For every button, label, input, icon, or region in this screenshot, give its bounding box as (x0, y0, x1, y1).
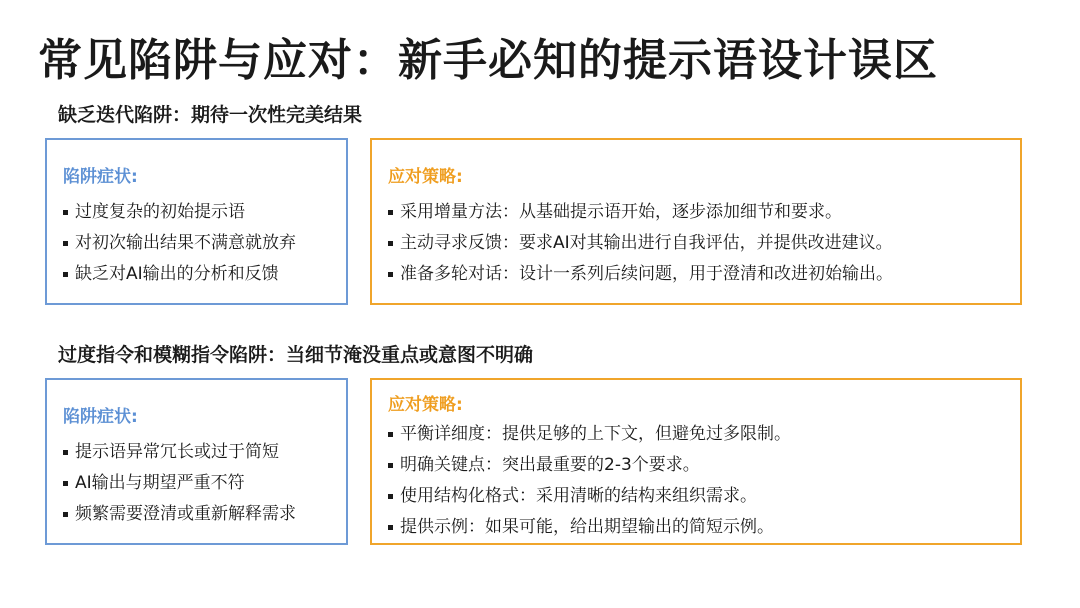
bullet-icon (63, 241, 68, 246)
symptoms-box-instruction (45, 378, 348, 545)
symptoms-box-iteration (45, 138, 348, 305)
symptoms-list (63, 437, 346, 530)
strategies-list (388, 419, 1020, 543)
strategies-title: 应对策略: (388, 167, 463, 187)
list-item (63, 437, 346, 468)
bullet-icon (63, 512, 68, 517)
bullet-icon (388, 272, 393, 277)
bullet-icon (63, 481, 68, 486)
item-text: 对初次输出结果不满意就放弃 (75, 233, 296, 253)
list-item (63, 197, 346, 228)
item-text: 提示语异常冗长或过于简短 (75, 442, 279, 462)
strategies-list (388, 197, 1020, 290)
section-heading-instruction: 过度指令和模糊指令陷阱：当细节淹没重点或意图不明确 (58, 344, 534, 366)
symptoms-title: 陷阱症状: (63, 167, 138, 187)
bullet-icon (388, 525, 393, 530)
list-item (388, 228, 1020, 259)
list-item (388, 512, 1020, 543)
bullet-icon (388, 494, 393, 499)
item-text: 平衡详细度：提供足够的上下文，但避免过多限制。 (400, 424, 791, 444)
item-text: 频繁需要澄清或重新解释需求 (75, 504, 296, 524)
list-item (388, 197, 1020, 228)
list-item (63, 468, 346, 499)
list-item (388, 481, 1020, 512)
list-item (63, 259, 346, 290)
item-text: 明确关键点：突出最重要的2-3个要求。 (400, 455, 700, 475)
item-text: 采用增量方法：从基础提示语开始，逐步添加细节和要求。 (400, 202, 842, 222)
list-item (388, 259, 1020, 290)
list-item (388, 450, 1020, 481)
strategies-title: 应对策略: (388, 395, 463, 415)
list-item (63, 228, 346, 259)
list-item (388, 419, 1020, 450)
item-text: 使用结构化格式：采用清晰的结构来组织需求。 (400, 486, 757, 506)
list-item (63, 499, 346, 530)
bullet-icon (388, 241, 393, 246)
item-text: 缺乏对AI输出的分析和反馈 (75, 264, 279, 284)
item-text: 过度复杂的初始提示语 (75, 202, 245, 222)
bullet-icon (63, 450, 68, 455)
strategies-box-iteration (370, 138, 1022, 305)
bullet-icon (388, 210, 393, 215)
item-text: 准备多轮对话：设计一系列后续问题，用于澄清和改进初始输出。 (400, 264, 893, 284)
item-text: 提供示例：如果可能，给出期望输出的简短示例。 (400, 517, 774, 537)
bullet-icon (388, 463, 393, 468)
bullet-icon (63, 272, 68, 277)
symptoms-title: 陷阱症状: (63, 407, 138, 427)
symptoms-list (63, 197, 346, 290)
bullet-icon (388, 432, 393, 437)
item-text: 主动寻求反馈：要求AI对其输出进行自我评估，并提供改进建议。 (400, 233, 893, 253)
item-text: AI输出与期望严重不符 (75, 473, 245, 493)
section-heading-iteration: 缺乏迭代陷阱：期待一次性完美结果 (58, 104, 363, 126)
strategies-box-instruction (370, 378, 1022, 545)
page-title: 常见陷阱与应对：新手必知的提示语设计误区 (38, 35, 938, 86)
bullet-icon (63, 210, 68, 215)
